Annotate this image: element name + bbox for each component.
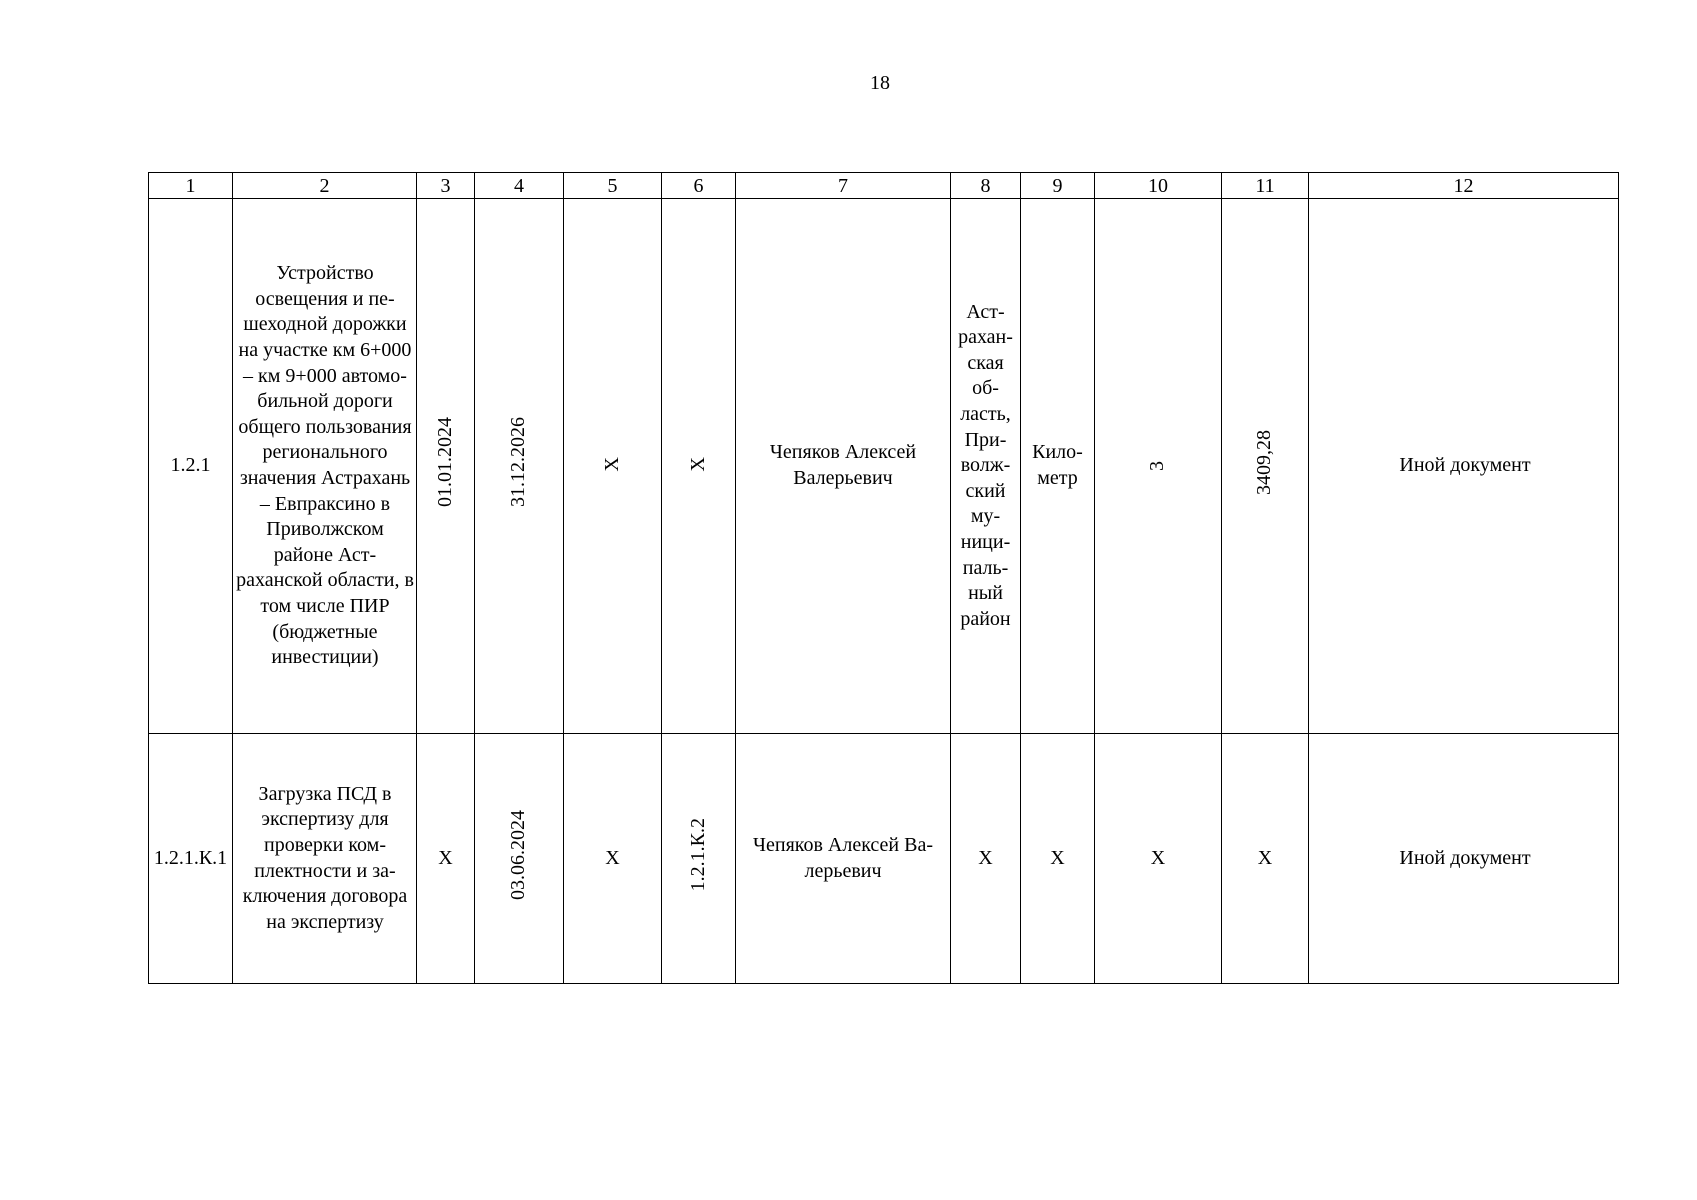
item-description: Загрузка ПСД в экспертизу для проверки комплектности и заключения договора на экспертизу bbox=[233, 734, 417, 984]
column-5-value: X bbox=[564, 734, 662, 984]
column-6-value: 1.2.1.К.2 bbox=[686, 818, 709, 892]
item-number: 1.2.1.К.1 bbox=[149, 734, 233, 984]
quantity-cell bbox=[1095, 199, 1222, 734]
column-header-10: 10 bbox=[1095, 173, 1222, 199]
quantity: 3 bbox=[1146, 461, 1169, 472]
start-date: X bbox=[417, 734, 475, 984]
item-number: 1.2.1 bbox=[149, 199, 233, 734]
end-date-cell bbox=[475, 734, 564, 984]
unit-of-measure: X bbox=[1021, 734, 1095, 984]
location: X bbox=[951, 734, 1021, 984]
end-date: 31.12.2026 bbox=[507, 417, 530, 508]
column-header-4: 4 bbox=[475, 173, 564, 199]
column-header-9: 9 bbox=[1021, 173, 1095, 199]
table-row bbox=[149, 734, 1619, 984]
amount: 3409,28 bbox=[1253, 429, 1276, 495]
column-header-5: 5 bbox=[564, 173, 662, 199]
column-6-value: X bbox=[686, 456, 709, 472]
end-date-cell bbox=[475, 199, 564, 734]
item-description: Устройство освещения и пешеходной дорожки на участке км 6+000 – км 9+000 автомобильной дороги общего пользования регионального значения Астрахань – Евпраксино в Приволжском районе Астраханской области, в том числе ПИР (бюджетные инвестиции) bbox=[233, 199, 417, 734]
column-header-11: 11 bbox=[1222, 173, 1309, 199]
column-number-row bbox=[149, 173, 1619, 199]
column-header-8: 8 bbox=[951, 173, 1021, 199]
start-date: 01.01.2024 bbox=[433, 417, 456, 508]
document-type: Иной документ bbox=[1309, 199, 1619, 734]
unit-of-measure: Километр bbox=[1021, 199, 1095, 734]
column-header-2: 2 bbox=[233, 173, 417, 199]
location: Астраханская область, Приволжский муниципальный район bbox=[951, 199, 1021, 734]
amount-cell bbox=[1222, 199, 1309, 734]
column-6-cell bbox=[662, 734, 736, 984]
amount: X bbox=[1222, 734, 1309, 984]
column-header-12: 12 bbox=[1309, 173, 1619, 199]
responsible-person: Чепяков Алексей Валерьевич bbox=[736, 734, 951, 984]
column-header-6: 6 bbox=[662, 173, 736, 199]
plan-table bbox=[148, 172, 1619, 984]
end-date: 03.06.2024 bbox=[507, 809, 530, 900]
responsible-person: Чепяков Алексей Валерьевич bbox=[736, 199, 951, 734]
start-date-cell bbox=[417, 199, 475, 734]
column-header-7: 7 bbox=[736, 173, 951, 199]
column-header-3: 3 bbox=[417, 173, 475, 199]
column-5-cell bbox=[564, 199, 662, 734]
page-number: 18 bbox=[870, 72, 890, 94]
column-header-1: 1 bbox=[149, 173, 233, 199]
column-5-value: X bbox=[600, 456, 623, 472]
table-row bbox=[149, 199, 1619, 734]
document-type: Иной документ bbox=[1309, 734, 1619, 984]
column-6-cell bbox=[662, 199, 736, 734]
quantity: X bbox=[1095, 734, 1222, 984]
